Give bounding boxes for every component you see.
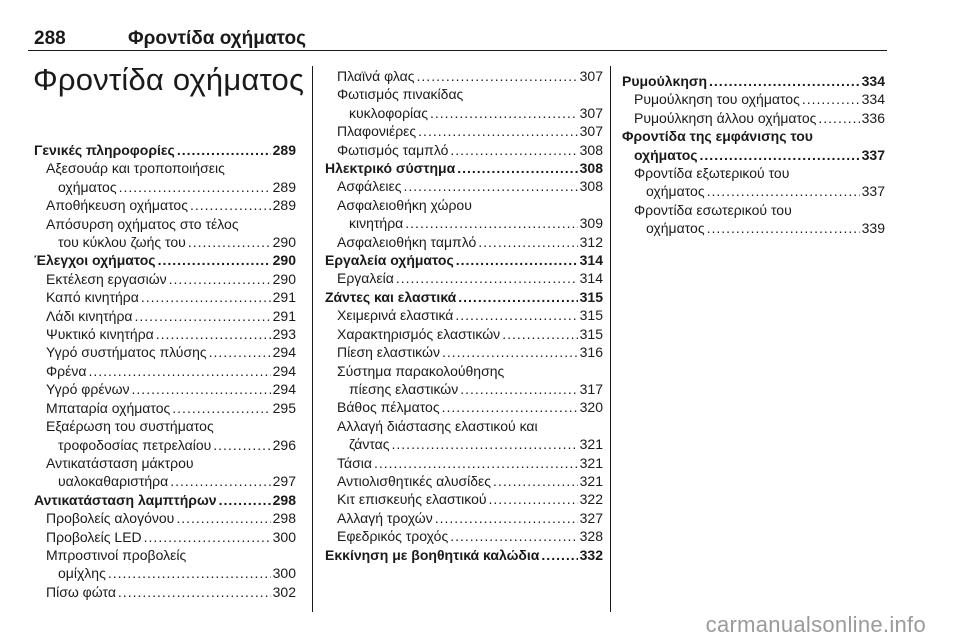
- toc-subentry[interactable]: [622, 201, 885, 238]
- toc-entry-line: [46, 307, 296, 325]
- toc-entry-text: Τάσια: [337, 454, 372, 471]
- toc-entry-line: [46, 343, 296, 361]
- toc-subentry[interactable]: [325, 527, 603, 545]
- toc-page-number: 295: [272, 399, 296, 416]
- toc-subentry[interactable]: [325, 398, 603, 416]
- toc-entry-text: ζάντας: [349, 436, 390, 453]
- toc-subentry[interactable]: [325, 417, 603, 454]
- toc-entry-line: [46, 325, 296, 343]
- toc-entry-line: [337, 269, 603, 287]
- toc-page-number: 308: [579, 178, 603, 195]
- toc-entry-text: υαλοκαθαριστήρα: [58, 473, 169, 490]
- dot-leader: [374, 454, 578, 472]
- toc-entry-text: Χαρακτηρισμός ελαστικών: [337, 325, 501, 342]
- dot-leader: [707, 182, 860, 200]
- toc-entry-line: [337, 233, 603, 251]
- dot-leader: [404, 177, 578, 195]
- toc-entry-line: [46, 583, 296, 601]
- dot-leader: [118, 583, 271, 601]
- toc-page-number: 327: [579, 509, 603, 526]
- toc-entry-line: [337, 527, 603, 545]
- toc-entry-text: Ζάντες και ελαστικά: [325, 288, 457, 305]
- dot-leader: [158, 251, 271, 269]
- dot-leader: [156, 325, 271, 343]
- toc-entry-line: [337, 141, 603, 159]
- dot-leader: [460, 380, 577, 398]
- toc-subentry[interactable]: [325, 269, 603, 287]
- chapter-title: Φροντίδα οχήματος: [33, 62, 305, 97]
- toc-entry-text: Αξεσουάρ και τροποποιήσεις: [46, 160, 225, 177]
- toc-page-number: 339: [861, 220, 885, 237]
- toc-entry-text: Ασφάλειες: [337, 178, 402, 195]
- toc-entry-text: οχήματος: [634, 146, 698, 163]
- toc-subentry[interactable]: [34, 454, 296, 491]
- toc-entry-line: [34, 141, 296, 159]
- dot-leader: [430, 104, 578, 122]
- toc-page-number: 291: [272, 289, 296, 306]
- toc-entry-text: Φωτισμός ταμπλό: [337, 141, 449, 158]
- toc-entry-text: Απόσυρση οχήματος στο τέλος: [46, 215, 239, 232]
- toc-entry-text: Εφεδρικός τροχός: [337, 528, 449, 545]
- dot-leader: [135, 307, 271, 325]
- toc-subentry[interactable]: [325, 85, 603, 122]
- toc-entry-line: [46, 399, 296, 417]
- toc-entry-line: [337, 177, 603, 195]
- toc-entry-text: Βάθος πέλματος: [337, 399, 440, 416]
- toc-page-number: 296: [272, 436, 296, 453]
- toc-page-number: 297: [272, 473, 296, 490]
- toc-page-number: 308: [579, 141, 603, 158]
- toc-subentry[interactable]: [34, 325, 296, 343]
- toc-subentry[interactable]: [325, 196, 603, 233]
- toc-column-1: [34, 141, 296, 601]
- toc-page-number: 298: [272, 491, 296, 508]
- toc-entry-text: ομίχλης: [58, 565, 106, 582]
- toc-entry-line: [46, 196, 296, 214]
- dot-leader: [478, 233, 577, 251]
- toc-subentry[interactable]: [325, 362, 603, 399]
- toc-entry-line: [46, 270, 296, 288]
- toc-page-number: 314: [579, 252, 603, 269]
- dot-leader: [442, 398, 578, 416]
- toc-column-3: [622, 72, 885, 238]
- toc-entry-line: [325, 159, 603, 177]
- toc-entry-text: κινητήρα: [349, 215, 404, 232]
- toc-entry-line: [337, 435, 603, 453]
- toc-subentry[interactable]: [622, 164, 885, 201]
- toc-entry-line: [634, 219, 885, 237]
- toc-subentry[interactable]: [325, 472, 603, 490]
- toc-page-number: 300: [272, 528, 296, 545]
- dot-leader: [700, 146, 860, 164]
- toc-page-number: 332: [579, 546, 603, 563]
- toc-entry-text: Εκτέλεση εργασιών: [46, 270, 167, 287]
- toc-entry-text: Φροντίδα εξωτερικού του: [634, 165, 790, 182]
- toc-page-number: 289: [272, 197, 296, 214]
- toc-page-number: 290: [272, 252, 296, 269]
- toc-subentry[interactable]: [325, 233, 603, 251]
- toc-entry-line: [634, 109, 885, 127]
- dot-leader: [458, 288, 577, 306]
- dot-leader: [88, 362, 270, 380]
- toc-page-number: 309: [579, 215, 603, 232]
- toc-page-number: 312: [579, 233, 603, 250]
- toc-entry-line: [325, 546, 603, 564]
- toc-entry-text: τροφοδοσίας πετρελαίου: [58, 436, 212, 453]
- dot-leader: [190, 196, 271, 214]
- toc-subentry[interactable]: [34, 509, 296, 527]
- dot-leader: [418, 122, 577, 140]
- toc-column-2: [325, 67, 603, 564]
- toc-entry-text: Εργαλεία: [337, 270, 394, 287]
- toc-section-entry[interactable]: [622, 72, 885, 90]
- dot-leader: [450, 141, 577, 159]
- watermark: carmanualsonline.info: [705, 612, 926, 637]
- toc-entry-text: του κύκλου ζωής του: [58, 234, 186, 251]
- dot-leader: [493, 472, 578, 490]
- toc-entry-line: [337, 104, 603, 122]
- toc-section-entry[interactable]: [34, 251, 296, 269]
- toc-section-entry[interactable]: [325, 288, 603, 306]
- toc-page-number: 298: [272, 510, 296, 527]
- toc-entry-line: [622, 146, 885, 164]
- dot-leader: [541, 546, 577, 564]
- toc-entry-text: Σύστημα παρακολούθησης: [337, 362, 505, 379]
- toc-page-number: 289: [272, 178, 296, 195]
- toc-entry-line: [46, 509, 296, 527]
- toc-subentry[interactable]: [34, 288, 296, 306]
- dot-leader: [170, 472, 270, 490]
- toc-entry-line: [337, 509, 603, 527]
- column-divider: [610, 66, 611, 612]
- toc-entry-line: [46, 362, 296, 380]
- toc-subentry[interactable]: [34, 343, 296, 361]
- dot-leader: [435, 509, 578, 527]
- toc-subentry[interactable]: [34, 362, 296, 380]
- dot-leader: [450, 527, 577, 545]
- toc-entry-text: Πλαϊνά φλας: [337, 68, 415, 84]
- toc-section-entry[interactable]: [34, 141, 296, 159]
- toc-entry-text: κυκλοφορίας: [349, 104, 429, 121]
- toc-subentry[interactable]: [34, 159, 296, 196]
- toc-page-number: 321: [579, 454, 603, 471]
- toc-section-entry[interactable]: [622, 127, 885, 164]
- toc-entry-line: [337, 343, 603, 361]
- toc-entry-line: [634, 182, 885, 200]
- toc-page-number: 321: [579, 436, 603, 453]
- toc-subentry[interactable]: [325, 122, 603, 140]
- toc-subentry[interactable]: [325, 67, 603, 85]
- toc-entry-text: Ρυμούλκηση: [622, 73, 708, 89]
- toc-page-number: 328: [579, 528, 603, 545]
- toc-subentry[interactable]: [34, 399, 296, 417]
- toc-page-number: 315: [579, 325, 603, 342]
- toc-entry-text: Κιτ επισκευής ελαστικού: [337, 491, 487, 508]
- toc-entry-text: Ρυμούλκηση του οχήματος: [634, 91, 800, 108]
- toc-entry-line: [46, 288, 296, 306]
- dot-leader: [417, 67, 578, 85]
- column-divider: [312, 66, 313, 612]
- dot-leader: [219, 491, 271, 509]
- dot-leader: [502, 325, 577, 343]
- toc-entry-text: Ψυκτικό κινητήρα: [46, 326, 154, 343]
- toc-page-number: 307: [579, 104, 603, 121]
- toc-page-number: 316: [579, 344, 603, 361]
- toc-page-number: 322: [579, 491, 603, 508]
- toc-subentry[interactable]: [325, 306, 603, 324]
- dot-leader: [707, 219, 860, 237]
- toc-entry-line: [337, 398, 603, 416]
- toc-subentry[interactable]: [34, 583, 296, 601]
- toc-entry-line: [46, 472, 296, 490]
- toc-page-number: 291: [272, 307, 296, 324]
- toc-page-number: 302: [272, 583, 296, 600]
- toc-entry-text: Φρένα: [46, 362, 87, 379]
- toc-entry-text: Αντικατάσταση λαμπτήρων: [34, 491, 217, 508]
- toc-page-number: 334: [861, 91, 885, 108]
- dot-leader: [457, 159, 577, 177]
- toc-section-entry[interactable]: [34, 491, 296, 509]
- dot-leader: [455, 306, 577, 324]
- toc-entry-line: [634, 90, 885, 108]
- toc-entry-text: Πίσω φώτα: [46, 583, 116, 600]
- toc-page-number: 320: [579, 399, 603, 416]
- toc-entry-line: [337, 325, 603, 343]
- toc-page-number: 290: [272, 270, 296, 287]
- toc-entry-line: [325, 251, 603, 269]
- toc-page-number: 294: [272, 381, 296, 398]
- toc-entry-line: [325, 288, 603, 306]
- toc-subentry[interactable]: [34, 546, 296, 583]
- toc-subentry[interactable]: [34, 528, 296, 546]
- toc-entry-text: Ρυμούλκηση άλλου οχήματος: [634, 109, 817, 126]
- toc-entry-text: Προβολείς LED: [46, 528, 142, 545]
- toc-subentry[interactable]: [34, 215, 296, 252]
- toc-subentry[interactable]: [34, 380, 296, 398]
- toc-page-number: 314: [579, 270, 603, 287]
- toc-entry-line: [337, 380, 603, 398]
- toc-entry-text: Φροντίδα εσωτερικού του: [634, 201, 792, 218]
- toc-entry-text: Αλλαγή διάστασης ελαστικού και: [337, 417, 538, 434]
- dot-leader: [392, 435, 578, 453]
- toc-page-number: 315: [579, 307, 603, 324]
- toc-page-number: 290: [272, 234, 296, 251]
- toc-page-number: 294: [272, 362, 296, 379]
- toc-subentry[interactable]: [325, 509, 603, 527]
- toc-entry-line: [34, 491, 296, 509]
- toc-entry-line: [337, 214, 603, 232]
- running-title: Φροντίδα οχήματος: [128, 28, 306, 49]
- toc-page-number: 294: [272, 344, 296, 361]
- toc-entry-text: οχήματος: [646, 183, 705, 200]
- page-number: 288: [34, 28, 66, 49]
- toc-section-entry[interactable]: [325, 159, 603, 177]
- toc-page-number: 336: [861, 109, 885, 126]
- page-header: [28, 14, 887, 51]
- toc-entry-text: Μπαταρία οχήματος: [46, 399, 171, 416]
- toc-page-number: 307: [579, 68, 603, 84]
- toc-entry-line: [337, 67, 603, 85]
- toc-entry-line: [337, 454, 603, 472]
- dot-leader: [141, 288, 271, 306]
- toc-entry-line: [337, 306, 603, 324]
- toc-entry-text: Υγρό φρένων: [46, 381, 130, 398]
- toc-subentry[interactable]: [34, 196, 296, 214]
- toc-entry-text: Εκκίνηση με βοηθητικά καλώδια: [325, 546, 540, 563]
- toc-entry-text: Μπροστινοί προβολείς: [46, 546, 187, 563]
- toc-page-number: 308: [579, 160, 603, 177]
- toc-subentry[interactable]: [34, 417, 296, 454]
- dot-leader: [213, 436, 270, 454]
- toc-entry-text: Αντιολισθητικές αλυσίδες: [337, 472, 492, 489]
- toc-entry-text: Εξαέρωση του συστήματος: [46, 418, 214, 435]
- dot-leader: [818, 109, 859, 127]
- toc-entry-text: Εργαλεία οχήματος: [325, 252, 454, 269]
- toc-entry-text: οχήματος: [58, 178, 117, 195]
- toc-entry-text: Πλαφονιέρες: [337, 123, 417, 140]
- toc-entry-text: Φωτισμός πινακίδας: [337, 86, 464, 103]
- dot-leader: [169, 270, 271, 288]
- toc-entry-line: [622, 72, 885, 90]
- dot-leader: [132, 380, 271, 398]
- toc-page-number: 293: [272, 326, 296, 343]
- toc-section-entry[interactable]: [325, 546, 603, 564]
- toc-entry-line: [46, 233, 296, 251]
- toc-subentry[interactable]: [34, 307, 296, 325]
- dot-leader: [177, 141, 271, 159]
- toc-page-number: 315: [579, 288, 603, 305]
- toc-entry-text: Χειμερινά ελαστικά: [337, 307, 454, 324]
- toc-page-number: 289: [272, 142, 296, 158]
- toc-subentry[interactable]: [622, 109, 885, 127]
- toc-page-number: 317: [579, 380, 603, 397]
- toc-page-number: 321: [579, 472, 603, 489]
- toc-page-number: 337: [861, 146, 885, 163]
- toc-entry-text: Προβολείς αλογόνου: [46, 510, 175, 527]
- dot-leader: [489, 490, 578, 508]
- toc-subentry[interactable]: [325, 490, 603, 508]
- toc-subentry[interactable]: [34, 270, 296, 288]
- toc-entry-text: Αντικατάσταση μάκτρου: [46, 454, 194, 471]
- dot-leader: [802, 90, 860, 108]
- toc-entry-line: [46, 380, 296, 398]
- dot-leader: [119, 178, 271, 196]
- toc-entry-text: Γενικές πληροφορίες: [34, 142, 175, 158]
- toc-page-number: 300: [272, 565, 296, 582]
- toc-subentry[interactable]: [325, 325, 603, 343]
- toc-entry-text: πίεσης ελαστικών: [349, 380, 459, 397]
- toc-entry-text: Υγρό συστήματος πλύσης: [46, 344, 207, 361]
- toc-entry-text: Ηλεκτρικό σύστημα: [325, 160, 456, 177]
- toc-entry-line: [337, 472, 603, 490]
- dot-leader: [442, 343, 578, 361]
- toc-entry-line: [46, 528, 296, 546]
- dot-leader: [188, 233, 271, 251]
- toc-subentry[interactable]: [325, 454, 603, 472]
- toc-entry-line: [46, 178, 296, 196]
- toc-entry-line: [46, 564, 296, 582]
- dot-leader: [456, 251, 578, 269]
- toc-entry-text: Πίεση ελαστικών: [337, 344, 440, 361]
- toc-subentry[interactable]: [325, 343, 603, 361]
- dot-leader: [172, 399, 270, 417]
- toc-entry-line: [337, 490, 603, 508]
- toc-entry-text: Φροντίδα της εμφάνισης του: [622, 128, 813, 145]
- toc-page-number: 307: [579, 123, 603, 140]
- toc-page-number: 334: [861, 73, 885, 89]
- dot-leader: [209, 343, 271, 361]
- toc-entry-text: Έλεγχοι οχήματος: [34, 252, 156, 269]
- toc-entry-text: Καπό κινητήρα: [46, 289, 139, 306]
- toc-entry-text: Αποθήκευση οχήματος: [46, 197, 188, 214]
- toc-entry-line: [34, 251, 296, 269]
- dot-leader: [709, 72, 860, 90]
- toc-entry-line: [46, 436, 296, 454]
- toc-subentry[interactable]: [325, 177, 603, 195]
- dot-leader: [144, 528, 271, 546]
- toc-entry-text: Λάδι κινητήρα: [46, 307, 133, 324]
- toc-entry-text: Αλλαγή τροχών: [337, 509, 433, 526]
- toc-entry-line: [337, 122, 603, 140]
- toc-entry-text: Ασφαλειοθήκη ταμπλό: [337, 233, 477, 250]
- toc-page-number: 337: [861, 183, 885, 200]
- toc-entry-text: οχήματος: [646, 220, 705, 237]
- toc-subentry[interactable]: [325, 141, 603, 159]
- dot-leader: [176, 509, 270, 527]
- dot-leader: [108, 564, 271, 582]
- dot-leader: [396, 269, 578, 287]
- toc-subentry[interactable]: [622, 90, 885, 108]
- toc-section-entry[interactable]: [325, 251, 603, 269]
- dot-leader: [405, 214, 577, 232]
- toc-entry-text: Ασφαλειοθήκη χώρου: [337, 196, 472, 213]
